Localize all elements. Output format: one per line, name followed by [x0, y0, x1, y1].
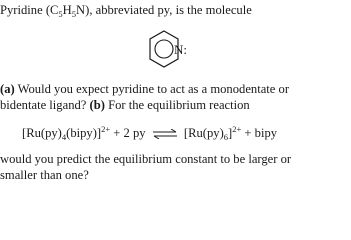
reactant-charge: 2+: [101, 124, 111, 134]
intro-text: [0, 3, 252, 18]
equilibrium-arrow-icon: [152, 129, 178, 139]
product-ligand: + bipy: [241, 126, 278, 140]
part-a-text: Would you expect pyridine to act as a monodentate or: [14, 82, 290, 96]
part-a-label: (a): [0, 82, 15, 96]
part-b-label: (b): [89, 98, 105, 112]
question-b-line-2: smaller than one?: [0, 168, 89, 182]
question-a-line-2: [0, 98, 250, 113]
reactant-complex: [Ru(py): [22, 126, 62, 140]
aromatic-circle: [155, 40, 173, 58]
question-a-line-1: [0, 82, 289, 97]
question-b-line-1: would you predict the equilibrium constant to be larger or: [0, 152, 292, 166]
product-complex: [Ru(py): [180, 126, 224, 140]
reactant-py-count: 4: [61, 132, 67, 142]
part-b-text: For the equilibrium reaction: [104, 98, 250, 112]
nitrogen-label: N:: [174, 42, 187, 57]
hydrogen-symbol: H: [62, 3, 72, 17]
pyridine-structure: [140, 26, 210, 76]
intro-prefix: Pyridine (C: [0, 3, 59, 17]
product-py-count: 6: [223, 132, 229, 142]
part-a-text-end: bidentate ligand?: [0, 98, 90, 112]
product-charge: 2+: [232, 124, 242, 134]
reactant-bipy: (bipy)]: [66, 126, 102, 140]
equilibrium-reaction: [22, 126, 277, 141]
intro-suffix: N), abbreviated py, is the molecule: [76, 3, 252, 17]
product-bracket: ]: [228, 126, 233, 140]
reactant-ligand: + 2 py: [110, 126, 149, 140]
hydrogen-subscript: 5: [71, 9, 77, 19]
carbon-subscript: 5: [58, 9, 63, 19]
